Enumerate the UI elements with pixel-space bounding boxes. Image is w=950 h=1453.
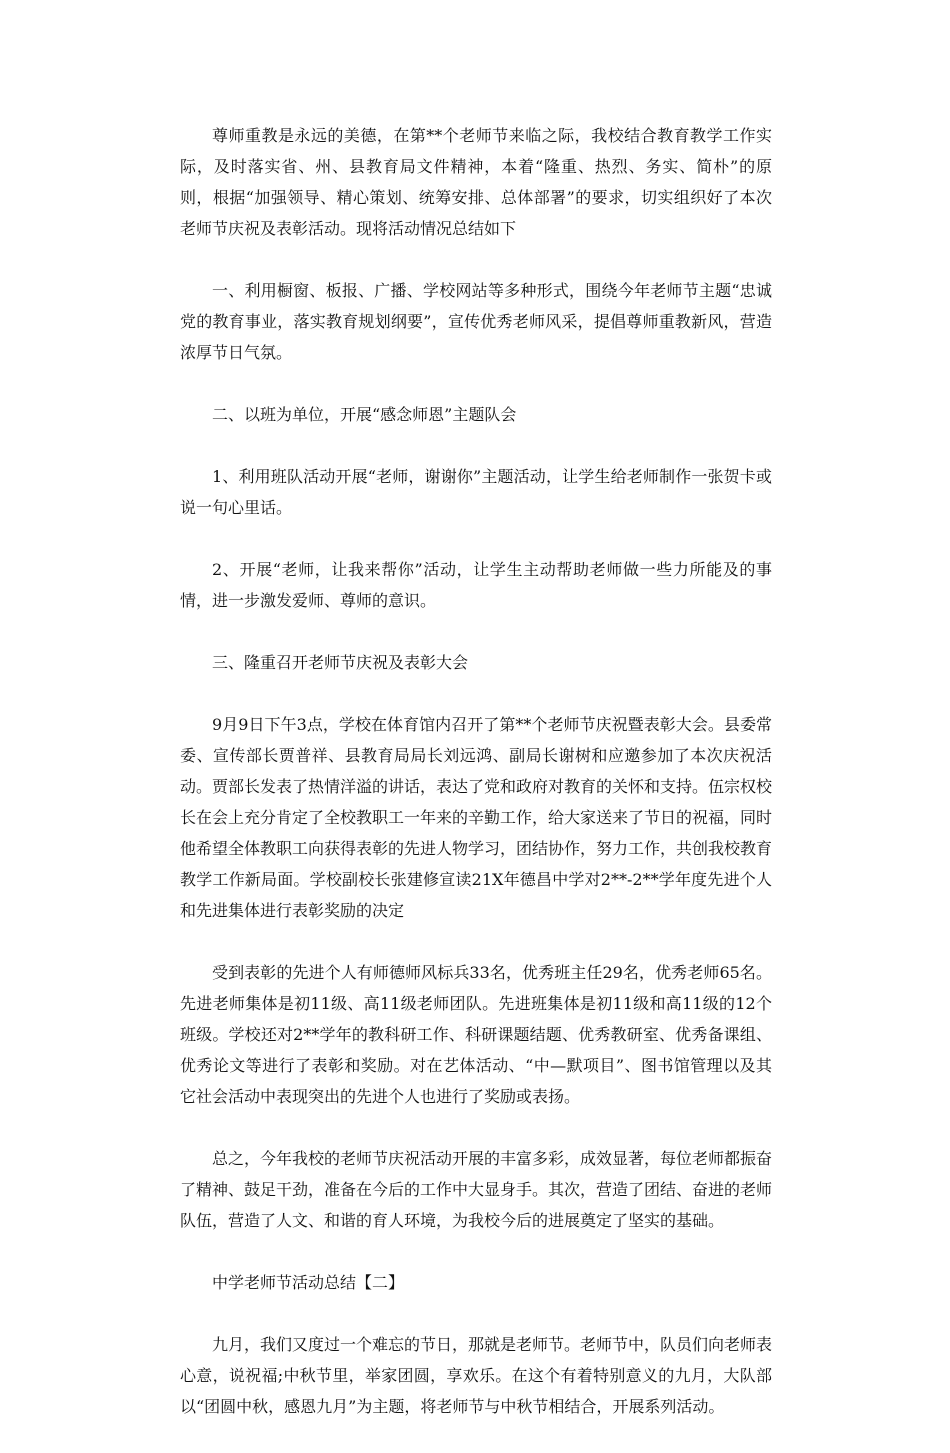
paragraph-item-one: 1、利用班队活动开展“老师，谢谢你”主题活动，让学生给老师制作一张贺卡或说一句心里话。 [180,467,772,517]
paragraph-item-two: 2、开展“老师，让我来帮你”活动，让学生主动帮助老师做一些力所能及的事情，进一步激发爱师、尊师的意识。 [180,560,772,610]
section-heading-three: 三、隆重召开老师节庆祝及表彰大会 [212,653,469,672]
paragraph-conclusion: 总之，今年我校的老师节庆祝活动开展的丰富多彩，成效显著，每位老师都振奋了精神、鼓足干劲，准备在今后的工作中大显身手。其次，营造了团结、奋进的老师队伍，营造了人文、和谐的育人环境，为我校今后的进展奠定了坚实的基础。 [180,1149,773,1230]
section-heading-two: 二、以班为单位，开展“感念师恩”主题队会 [212,405,517,424]
paragraph-intro: 尊师重教是永远的美德，在第**个老师节来临之际，我校结合教育教学工作实际，及时落实省、州、县教育局文件精神，本着“隆重、热烈、务实、简朴”的原则，根据“加强领导、精心策划、统筹安排、总体部署”的要求，切实组织好了本次老师节庆祝及表彰活动。现将活动情况总结如下 [180,126,772,238]
paragraph-section-one: 一、利用橱窗、板报、广播、学校网站等多种形式，围绕今年老师节主题“忠诚党的教育事业，落实教育规划纲要”，宣传优秀老师风采，提倡尊师重教新风，营造浓厚节日气氛。 [180,281,772,362]
paragraph-september: 九月，我们又度过一个难忘的节日，那就是老师节。老师节中，队员们向老师表心意，说祝福;中秋节里，举家团圆，享欢乐。在这个有着特别意义的九月，大队部以“团圆中秋，感恩九月”为主题，将老师节与中秋节相结合，开展系列活动。 [180,1335,773,1416]
section-heading-part-two: 中学老师节活动总结【二】 [212,1273,405,1292]
document-body [180,120,772,1453]
paragraph-meeting: 9月9日下午3点，学校在体育馆内召开了第**个老师节庆祝暨表彰大会。县委常委、宣传部长贾普祥、县教育局局长刘远鸿、副局长谢树和应邀参加了本次庆祝活动。贾部长发表了热情洋溢的讲话，表达了党和政府对教育的关怀和支持。伍宗权校长在会上充分肯定了全校教职工一年来的辛勤工作，给大家送来了节日的祝福，同时他希望全体教职工向获得表彰的先进人物学习，团结协作，努力工作，共创我校教育教学工作新局面。学校副校长张建修宣读21X年德昌中学对2**-2**学年度先进个人和先进集体进行表彰奖励的决定 [180,715,773,920]
paragraph-awards: 受到表彰的先进个人有师德师风标兵33名，优秀班主任29名，优秀老师65名。先进老师集体是初11级、高11级老师团队。先进班集体是初11级和高11级的12个班级。学校还对2**学年的教科研工作、科研课题结题、优秀教研室、优秀备课组、优秀论文等进行了表彰和奖励。对在艺体活动、“中—默项目”、图书馆管理以及其它社会活动中表现突出的先进个人也进行了奖励或表扬。 [180,963,772,1106]
